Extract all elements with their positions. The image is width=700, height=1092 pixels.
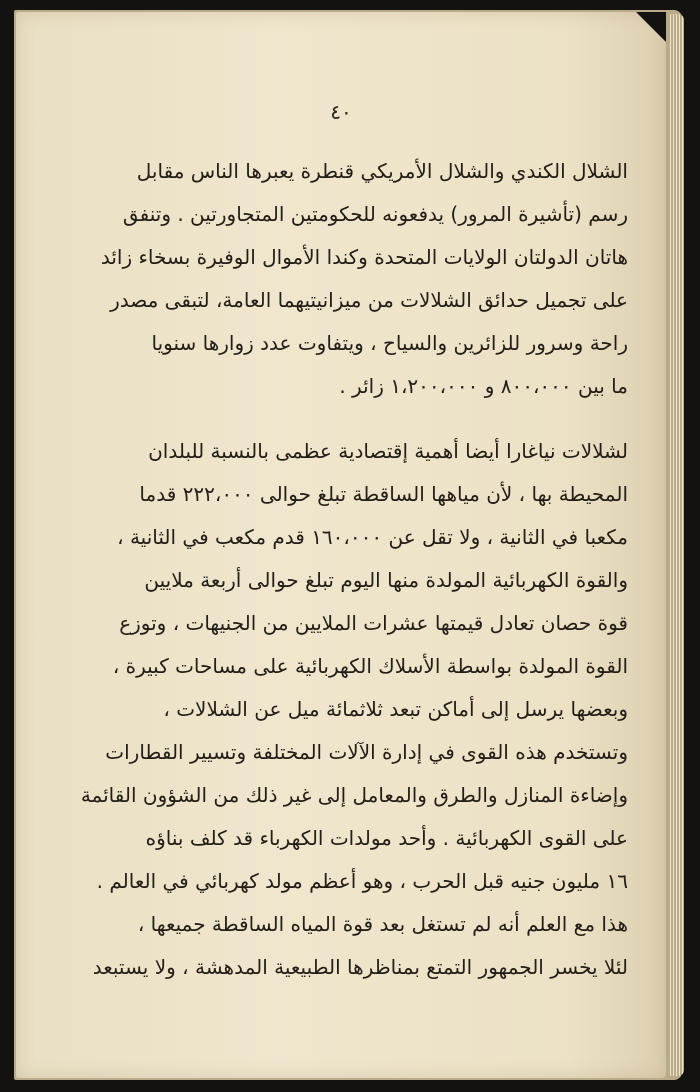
paragraph-2 (58, 430, 628, 989)
text-line: على القوى الكهربائية . وأحد مولدات الكهرباء قد كلف بناؤه (145, 826, 628, 850)
text-line: والقوة الكهربائية المولدة منها اليوم تبلغ حوالى أربعة ملايين (144, 568, 628, 592)
page-number: ٤٠ (330, 100, 352, 124)
text-line: الشلال الكندي والشلال الأمريكي قنطرة يعبرها الناس مقابل (136, 159, 628, 183)
page-stack (670, 14, 684, 1076)
text-line: رسم (تأشيرة المرور) يدفعونه للحكومتين المتجاورتين . وتنفق (122, 202, 628, 226)
text-line: ١٦ مليون جنيه قبل الحرب ، وهو أعظم مولد كهربائي في العالم . (96, 869, 628, 893)
text-line: على تجميل حدائق الشلالات من ميزانيتيهما العامة، لتبقى مصدر (110, 288, 628, 312)
text-line: مكعبا في الثانية ، ولا تقل عن ١٦٠،٠٠٠ قدم مكعب في الثانية ، (117, 525, 628, 549)
folded-corner (636, 12, 666, 42)
text-line: هاتان الدولتان الولايات المتحدة وكندا الأموال الوفيرة بسخاء زائد (100, 245, 628, 269)
paragraph-1 (58, 150, 628, 408)
book-page (16, 12, 666, 1078)
text-line: لشلالات نياغارا أيضا أهمية إقتصادية عظمى بالنسبة للبلدان (148, 439, 628, 463)
text-line: وبعضها يرسل إلى أماكن تبعد ثلاثمائة ميل عن الشلالات ، (163, 697, 628, 721)
text-line: ما بين ٨٠٠،٠٠٠ و ١،٢٠٠،٠٠٠ زائر . (339, 374, 628, 398)
text-line: هذا مع العلم أنه لم تستغل بعد قوة المياه الساقطة جميعها ، (137, 912, 628, 936)
text-line: المحيطة بها ، لأن مياهها الساقطة تبلغ حوالى ٢٢٢،٠٠٠ قدما (139, 482, 628, 506)
text-line: وإضاءة المنازل والطرق والمعامل إلى غير ذلك من الشؤون القائمة (80, 783, 628, 807)
text-line: لئلا يخسر الجمهور التمتع بمناظرها الطبيعية المدهشة ، ولا يستبعد (92, 955, 628, 979)
text-line: القوة المولدة بواسطة الأسلاك الكهربائية على مساحات كبيرة ، (112, 654, 628, 678)
text-line: قوة حصان تعادل قيمتها عشرات الملايين من الجنيهات ، وتوزع (119, 611, 628, 635)
text-line: راحة وسرور للزائرين والسياح ، ويتفاوت عدد زوارها سنويا (151, 331, 628, 355)
text-line: وتستخدم هذه القوى في إدارة الآلات المختلفة وتسيير القطارات (105, 740, 628, 764)
